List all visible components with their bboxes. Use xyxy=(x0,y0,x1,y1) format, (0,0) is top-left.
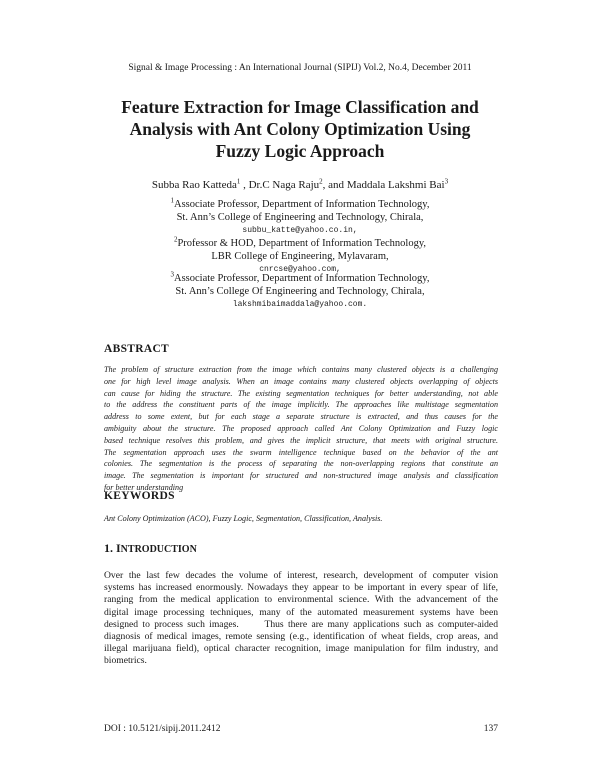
abstract-line: to the address the constituent parts of the image implicitly. The approaches like multistage segmentation xyxy=(104,400,498,410)
section-title-initial: I xyxy=(116,541,121,555)
affiliation-line: $^2$Professor & HOD, Department of Information Technology, xyxy=(173,235,427,249)
abstract-line: for better understanding xyxy=(104,482,184,492)
title-line: Fuzzy Logic Approach xyxy=(215,141,385,161)
abstract-line: ambiguity about the structure. The proposed approach called Ant Colony Optimization and Fuzzy logic xyxy=(104,423,498,433)
title-line: Analysis with Ant Colony Optimization Using xyxy=(129,119,471,139)
affiliation-superscript: 2 xyxy=(173,235,178,244)
page-number: 137 xyxy=(483,724,498,734)
affiliation-superscript: 3 xyxy=(170,270,175,279)
abstract-line: colonies. The segmentation is the process of separating the non-overlapping regions that constitute an xyxy=(104,459,498,469)
abstract-heading: ABSTRACT xyxy=(104,343,170,355)
email-address: cnrcse@yahoo.com, xyxy=(259,265,341,274)
abstract-line: one for high level image analysis. When an image contains many clustered objects overlapping of objects xyxy=(104,376,498,386)
author-name: Subba Rao Katteda xyxy=(151,179,237,191)
body-line: digital image processing techniques, many of the automated measurement systems have been xyxy=(104,606,498,618)
body-line: ranging from the medical application to environmental science. With the advancement of the xyxy=(104,594,498,606)
abstract-line: image. The segmentation is important for structured and non-structured image analysis and classification xyxy=(104,471,498,481)
author-name: Maddala Lakshmi Bai xyxy=(346,179,445,191)
body-line: illegal marijuana field), optical character recognition, image manipulation for film industry, and xyxy=(104,643,498,655)
journal-header: Signal & Image Processing : An International Journal (SIPIJ) Vol.2, No.4, December 2011 xyxy=(128,63,472,73)
author-superscript: 2 xyxy=(319,177,323,186)
keywords-list: Ant Colony Optimization (ACO), Fuzzy Logic, Segmentation, Classification, Analysis. xyxy=(104,514,383,523)
abstract-body xyxy=(104,364,498,494)
abstract-line: address to some extent, but for each stage a separate structure is extracted, and thus causes for the xyxy=(104,412,498,422)
section-title-rest: NTRODUCTION xyxy=(120,544,197,555)
section-heading xyxy=(104,541,197,556)
affiliation-block xyxy=(0,272,600,311)
body-line: designed to process such images. Thus there are many applications such as computer-aided xyxy=(104,618,498,630)
affiliation-line: $^1$Associate Professor, Department of Information Technology, xyxy=(170,196,430,210)
title-line: Feature Extraction for Image Classification and xyxy=(121,97,479,117)
body-line: Over the last few decades the volume of interest, research, development of computer vision xyxy=(104,570,498,581)
affiliation-line: St. Ann’s College Of Engineering and Technology, Chirala, xyxy=(175,286,425,297)
affiliation-line: LBR College of Engineering, Mylavaram, xyxy=(211,251,389,262)
affiliation-superscript: 1 xyxy=(170,196,175,205)
body-line: diagnosis of medical images, remote sensing (e.g., identification of wheat fields, crop areas, and xyxy=(104,631,498,643)
affiliation-line: St. Ann’s College of Engineering and Technology, Chirala, xyxy=(176,212,424,223)
abstract-line: The problem of structure extraction from the image which contains many clustered objects is a challenging xyxy=(104,365,498,374)
author-separator: , xyxy=(240,179,249,191)
abstract-line: can cause for hiding the structure. The existing segmentation techniques for better understanding, not able xyxy=(104,388,498,398)
author-superscript: 3 xyxy=(444,177,449,186)
section-number: 1. xyxy=(104,541,113,555)
introduction-body xyxy=(104,570,498,668)
keywords-heading: KEYWORDS xyxy=(104,490,175,502)
paper-title xyxy=(0,96,600,162)
author-list xyxy=(0,179,600,191)
abstract-line: based technique resolves this problem, and gives the implicit structure, that meets with original structure. xyxy=(104,435,498,445)
author-superscript: 1 xyxy=(236,177,241,186)
author-name: Dr.C Naga Raju xyxy=(248,179,320,191)
author-separator: , and xyxy=(322,179,347,191)
doi-footer: DOI : 10.5121/sipij.2011.2412 xyxy=(104,724,221,734)
affiliation-line: $^3$Associate Professor, Department of Information Technology, xyxy=(170,270,430,284)
email-address: lakshmibaimaddala@yahoo.com. xyxy=(232,300,368,309)
body-line: systems has increased enormously. Nowadays they appear to be important in every spear of life, xyxy=(104,582,498,594)
abstract-line: The segmentation approach uses the swarm intelligence technique based on the behavior of the ant xyxy=(104,447,498,457)
affiliation-block xyxy=(0,237,600,276)
email-address: subbu_katte@yahoo.co.in, xyxy=(242,226,358,235)
body-line: biometrics. xyxy=(104,655,147,667)
affiliation-block xyxy=(0,198,600,237)
